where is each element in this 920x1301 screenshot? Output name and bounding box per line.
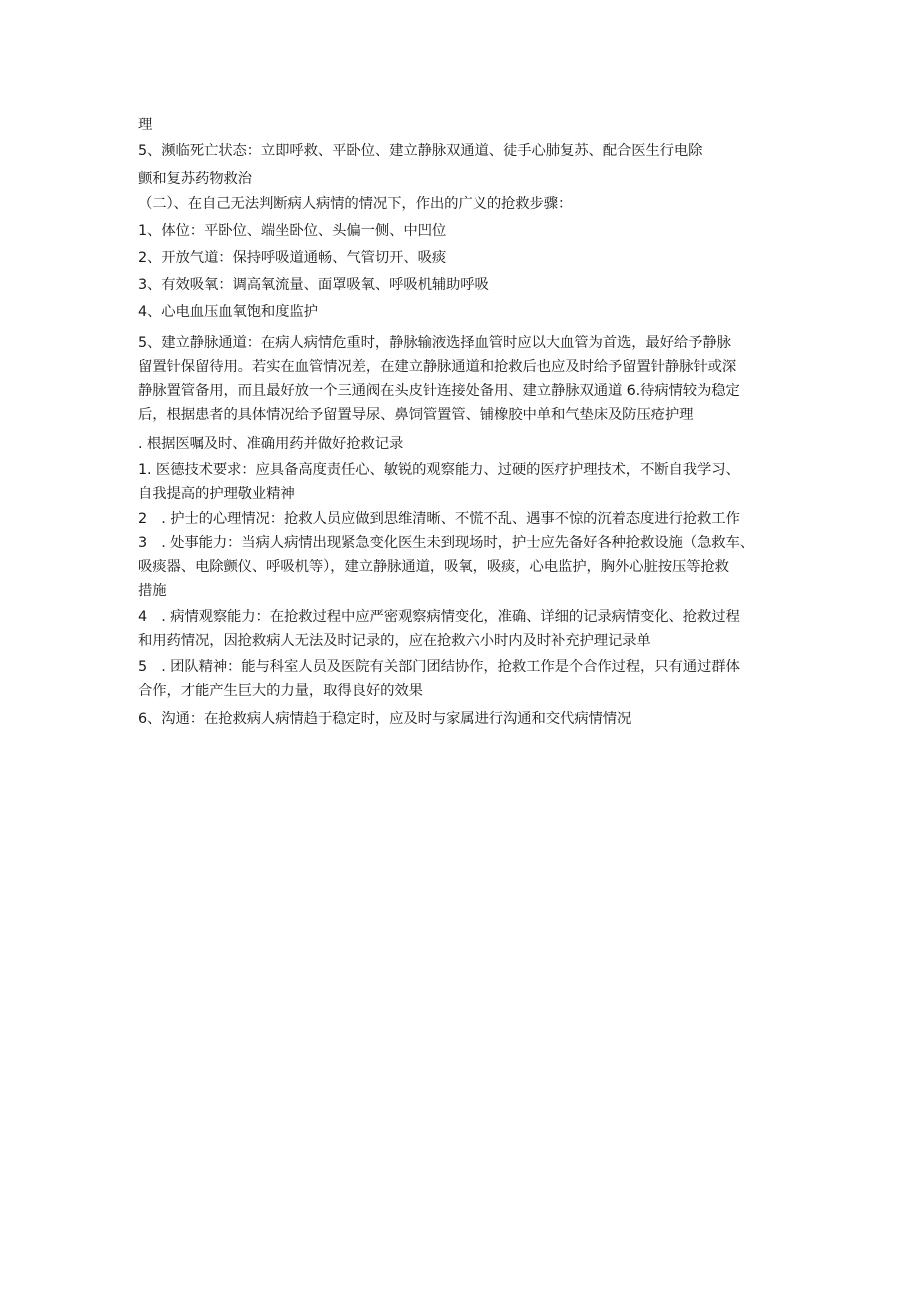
text-line: 后，根据患者的具体情况给予留置导尿、鼻饲管置管、铺橡胶中单和气垫床及防压疮护理 — [138, 407, 694, 423]
document-page — [138, 113, 798, 731]
text-line: 静脉置管备用，而且最好放一个三通阀在头皮针连接处备用、建立静脉双通道 6.待病情较为稳定 — [138, 383, 740, 399]
list-item: 6、沟通：在抢救病人病情趋于稳定时，应及时与家属进行沟通和交代病情情况 — [138, 711, 632, 727]
list-item: 1. 医德技术要求：应具备高度责任心、敏锐的观察能力、过硬的医疗护理技术，不断自我学习、 — [138, 462, 740, 478]
text-line: 合作，才能产生巨大的力量，取得良好的效果 — [138, 683, 423, 699]
list-item: 2、开放气道：保持呼吸道通畅、气管切开、吸痰 — [138, 250, 447, 266]
text-line: 和用药情况，因抢救病人无法及时记录的，应在抢救六小时内及时补充护理记录单 — [138, 633, 651, 649]
section-heading: （二）、在自己无法判断病人病情的情况下，作出的广义的抢救步骤： — [138, 196, 573, 212]
text-line: 吸痰器、电除颤仪、呼吸机等），建立静脉通道，吸氧，吸痰，心电监护，胸外心脏按压等抢救 — [138, 559, 729, 575]
text-line: 理 — [138, 117, 153, 133]
text-line: 颤和复苏药物救治 — [138, 171, 252, 187]
text-line: 5、濒临死亡状态：立即呼救、平卧位、建立静脉双通道、徒手心肺复苏、配合医生行电除 — [138, 143, 703, 159]
text-line: 自我提高的护理敬业精神 — [138, 486, 295, 502]
list-item: 4、心电血压血氧饱和度监护 — [138, 304, 318, 320]
list-item: . 根据医嘱及时、准确用药并做好抢救记录 — [138, 436, 404, 452]
list-item: 3 . 处事能力：当病人病情出现紧急变化医生未到现场时，护士应先备好各种抢救设施（急救车、 — [138, 535, 754, 551]
list-item: 5、建立静脉通道：在病人病情危重时，静脉输液选择血管时应以大血管为首选，最好给予静脉 — [138, 335, 731, 351]
list-item: 3、有效吸氧：调高氧流量、面罩吸氧、呼吸机辅助呼吸 — [138, 277, 489, 293]
text-line: 措施 — [138, 583, 167, 599]
list-item: 1、体位：平卧位、端坐卧位、头偏一侧、中凹位 — [138, 223, 447, 239]
list-item: 5 . 团队精神：能与科室人员及医院有关部门团结协作，抢救工作是个合作过程，只有通过群体 — [138, 659, 740, 675]
list-item: 4 . 病情观察能力：在抢救过程中应严密观察病情变化，准确、详细的记录病情变化、抢救过程 — [138, 609, 740, 625]
list-item: 2 . 护士的心理情况：抢救人员应做到思维清晰、不慌不乱、遇事不惊的沉着态度进行抢救工作 — [138, 511, 740, 527]
text-line: 留置针保留待用。若实在血管情况差，在建立静脉通道和抢救后也应及时给予留置针静脉针或深 — [138, 359, 737, 375]
